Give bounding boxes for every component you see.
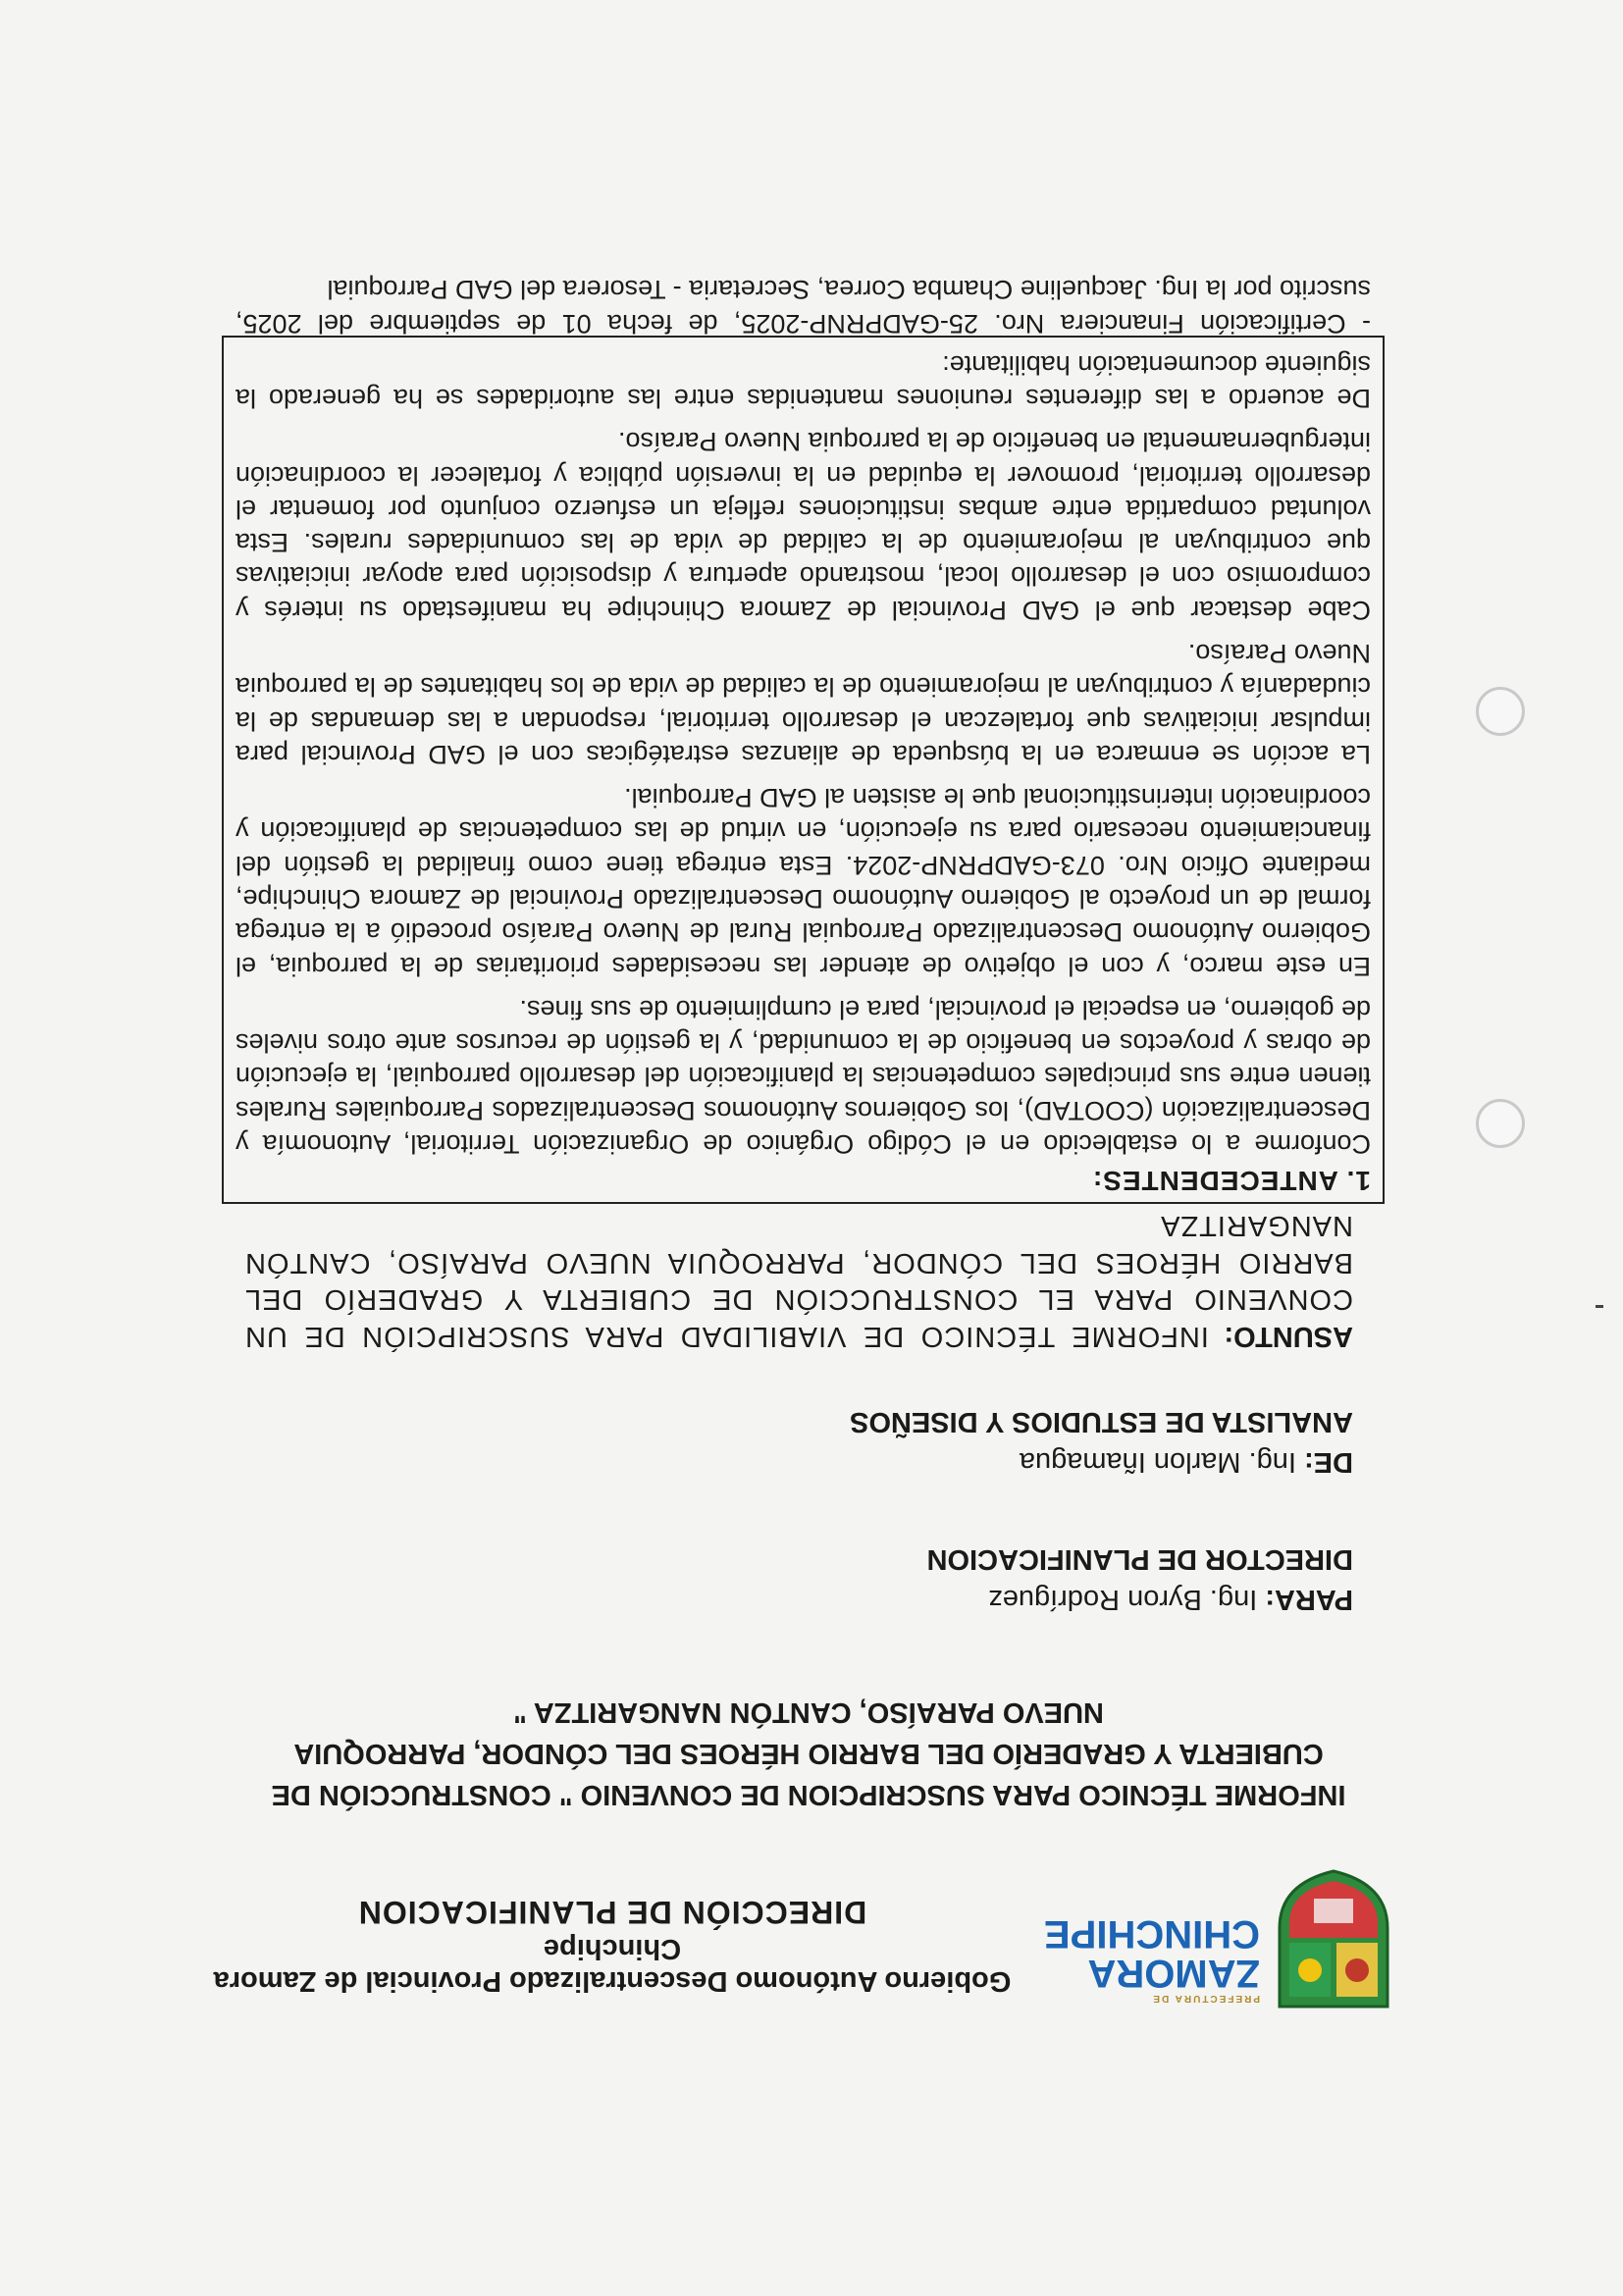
punch-hole-icon: [1476, 687, 1525, 736]
margin-mark-icon: [1596, 1305, 1603, 1308]
antecedentes-section: [222, 275, 1385, 1204]
paragraph: En este marco, y con el objetivo de atender las necesidades prioritarias de la parroquia, el Gobierno Autónomo Descentralizado Parroquial Rural de Nuevo Paraíso procedió a la entrega formal de un proyecto al Gobierno Autónomo Descentralizado Provincial de Zamora Chinchipe, mediante Oficio Nro. 073-GADPRNP-2024. Esta entrega tiene como finalidad la gestión del financiamiento necesario para su ejecución, en virtud de las competencias de planificación y coordinación interinstitucional que le asisten al GAD Parroquial.: [236, 783, 1371, 981]
paragraph: La acción se enmarca en la búsqueda de alianzas estratégicas con el GAD Provincial para impulsar iniciativas que fortalezcan el desarrollo territorial, respondan a las demandas de la ciudadanía y contribuyan al mejoramiento de la calidad de vida de los habitantes de la parroquia Nuevo Paraíso.: [236, 639, 1371, 769]
recipient-block: [244, 1539, 1353, 1619]
paragraph: Conforme a lo establecido en el Código Orgánico de Organización Territorial, Autonomía y Descentralización (COOTAD), los Gobiernos Autónomos Descentralizados Parroquiales Rurales tienen entre sus principales competencias la planificación del desarrollo parroquial, la ejecución de obras y proyectos en beneficio de la comunidad, y la gestión de recursos ante otros niveles de gobierno, en especial el provincial, para el cumplimiento de sus fines.: [236, 994, 1371, 1159]
coat-of-arms-icon: [1270, 1869, 1397, 2016]
punch-hole-icon: [1476, 1099, 1525, 1148]
recipient-role: DIRECTOR DE PLANIFICACION: [926, 1543, 1353, 1576]
sender-name: Ing. Marlon Iñamagua: [1019, 1446, 1296, 1478]
letterhead: [161, 1869, 1397, 2026]
paragraph: - Certificación Financiera Nro. 25-GADPRNP-2025, de fecha 01 de septiembre del 2025, suscrito por la Ing. Jacqueline Chamba Correa, Secretaria - Tesorera del GAD Parroquial: [236, 275, 1371, 339]
sender-role: ANALISTA DE ESTUDIOS Y DISEÑOS: [850, 1406, 1353, 1438]
subject-label: ASUNTO:: [1224, 1321, 1353, 1352]
brand-line-2: CHINCHIPE: [1043, 1912, 1260, 1956]
brand-prefix: PREFECTURA DE: [1151, 1993, 1260, 2004]
sender-block: [244, 1402, 1353, 1482]
prefectura-brand: [1043, 1912, 1260, 2004]
paragraph: Cabe destacar que el GAD Provincial de Zamora Chinchipe ha manifestado su interés y compromiso con el desarrollo local, mostrando apertura y disposición para apoyar iniciativas que contribuyan al mejoramiento de la calidad de vida de las comunidades rurales. Esta voluntad compartida entre ambas instituciones refleja un esfuerzo conjunto por fomentar el desarrollo territorial, promover la equidad en la inversión pública y fortalecer la coordinación intergubernamental en beneficio de la parroquia Nuevo Paraíso.: [236, 427, 1371, 625]
sender-label: DE:: [1304, 1446, 1353, 1478]
organization-name: Gobierno Autónomo Descentralizado Provincial de Zamora Chinchipe: [213, 1933, 1012, 1997]
recipient-label: PARA:: [1265, 1584, 1353, 1615]
section-heading: 1. ANTECEDENTES:: [1091, 1166, 1371, 1196]
brand-line-1: ZAMORA: [1087, 1952, 1260, 1995]
department-name: DIRECCIÓN DE PLANIFICACION: [357, 1895, 867, 1930]
report-title: INFORME TÉCNICO PARA SUSCRIPCION DE CONVENIO " CONSTRUCCIÓN DE CUBIERTA Y GRADERÍO DEL BARRIO HÉROES DEL CÓNDOR, PARROQUIA NUEVO PARAÍSO, CANTÓN NANGARITZA ": [271, 1696, 1346, 1810]
subject-text: INFORME TÉCNICO DE VIABILIDAD PARA SUSCRIPCIÓN DE UN CONVENIO PARA EL CONSTRUCCIÓN DE CUBIERTA Y GRADERÍO DEL BARRIO HÉROES DEL CÓNDOR, PARROQUIA NUEVO PARAÍSO, CANTÓN NANGARITZA: [244, 1209, 1353, 1352]
subject-block: [244, 1206, 1353, 1354]
recipient-name: Ing. Byron Rodríguez: [988, 1584, 1258, 1615]
paragraph: De acuerdo a las diferentes reuniones mantenidas entre las autoridades se ha generado la siguiente documentación habilitante:: [236, 349, 1371, 414]
